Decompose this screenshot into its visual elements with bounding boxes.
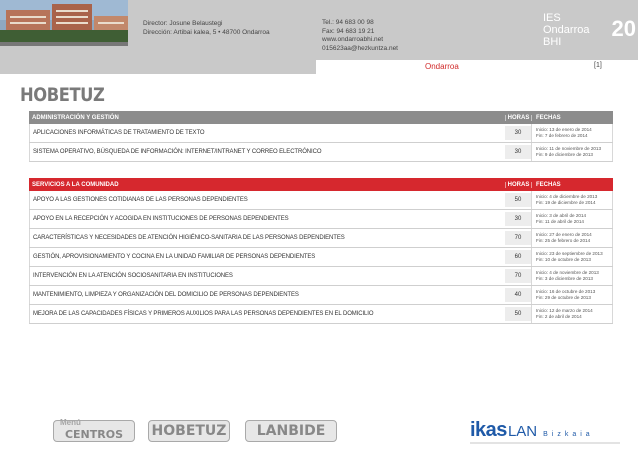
email-link[interactable]: 015623aa@hezkuntza.net	[322, 44, 398, 52]
course-dates	[531, 191, 613, 209]
course-name: APOYO A LAS GESTIONES COTIDIANAS DE LAS PERSONAS DEPENDIENTES	[29, 191, 505, 209]
end-date: Fin: 19 de diciembre de 2014	[536, 200, 596, 205]
course-name: APLICACIONES INFORMÁTICAS DE TRATAMIENTO DE TEXTO	[29, 124, 505, 142]
start-date: Inicio: 3 de abril de 2014	[536, 213, 587, 218]
course-name: MANTENIMIENTO, LIMPIEZA Y ORGANIZACIÓN DEL DOMICILIO DE PERSONAS DEPENDIENTES	[29, 286, 505, 304]
end-date: Fin: 11 de abril de 2014	[536, 219, 584, 224]
course-hours: 30	[505, 145, 531, 159]
page-number: 20	[606, 16, 638, 60]
school-contact-right	[322, 19, 398, 53]
table-row[interactable]	[29, 143, 613, 162]
logo-lan: LAN	[507, 423, 538, 440]
course-dates	[531, 248, 613, 266]
courses-table-servicios	[29, 178, 613, 324]
fax-number: Fax: 94 683 19 21	[322, 27, 375, 35]
start-date: Inicio: 4 de diciembre de 2013	[536, 194, 598, 199]
lanbide-button[interactable]	[245, 420, 337, 442]
end-date: Fin: 29 de octubre de 2013	[536, 295, 591, 300]
course-hours: 70	[505, 269, 531, 283]
courses-table-administracion	[29, 111, 613, 162]
reference-label: [1]	[594, 62, 602, 69]
end-date: Fin: 7 de febrero de 2014	[536, 133, 588, 138]
dates-header: FECHAS	[531, 182, 613, 188]
hobetuz-label: HOBETUZ	[151, 423, 227, 439]
table-row[interactable]	[29, 267, 613, 286]
course-name: MEJORA DE LAS CAPACIDADES FÍSICAS Y PRIMEROS AUXILIOS PARA LAS PERSONAS DEPENDIENTES EN EL DOMICILIO	[29, 305, 505, 323]
course-hours: 60	[505, 250, 531, 264]
course-dates	[531, 143, 613, 161]
end-date: Fin: 9 de diciembre de 2013	[536, 152, 593, 157]
school-name-line1: IES	[543, 12, 561, 24]
course-dates	[531, 124, 613, 142]
menu-label: Menú	[60, 418, 81, 427]
course-dates	[531, 305, 613, 323]
page-title: HOBETUZ	[20, 84, 105, 106]
course-name: GESTIÓN, APROVISIONAMIENTO Y COCINA EN LA UNIDAD FAMILIAR DE PERSONAS DEPENDIENTES	[29, 248, 505, 266]
start-date: Inicio: 16 de octubre de 2013	[536, 289, 596, 294]
logo-ikas: ikas	[470, 419, 507, 441]
table-row[interactable]	[29, 229, 613, 248]
hours-header: HORAS	[505, 182, 531, 188]
footer-nav	[0, 415, 638, 452]
dates-header: FECHAS	[531, 115, 613, 121]
table-row[interactable]	[29, 248, 613, 267]
course-hours: 50	[505, 307, 531, 321]
end-date: Fin: 2 de abril de 2014	[536, 314, 582, 319]
end-date: Fin: 25 de febrero de 2014	[536, 238, 591, 243]
start-date: Inicio: 11 de noviembre de 2013	[536, 146, 602, 151]
start-date: Inicio: 23 de septiembre de 2013	[536, 251, 603, 256]
hobetuz-button[interactable]	[148, 420, 230, 442]
lanbide-label: LANBIDE	[256, 423, 326, 439]
course-hours: 70	[505, 231, 531, 245]
course-dates	[531, 267, 613, 285]
section-title: ADMINISTRACIÓN Y GESTIÓN	[32, 114, 119, 121]
ikaslan-bizkaia-logo[interactable]	[470, 419, 594, 442]
course-name: SISTEMA OPERATIVO, BÚSQUEDA DE INFORMACIÓN: INTERNET/INTRANET Y CORREO ELECTRÓNICO	[29, 143, 505, 161]
website-link[interactable]: www.ondarroabhi.net	[322, 36, 384, 43]
course-hours: 30	[505, 126, 531, 140]
section-title: SERVICIOS A LA COMUNIDAD	[32, 181, 119, 188]
end-date: Fin: 10 de octubre de 2013	[536, 257, 591, 262]
location-strip	[316, 60, 638, 74]
table-header	[29, 178, 613, 191]
phone-number: Tel.: 94 683 00 98	[322, 19, 374, 26]
start-date: Inicio: 13 de enero de 2014	[536, 127, 592, 132]
start-date: Inicio: 27 de enero de 2014	[536, 232, 592, 237]
course-hours: 30	[505, 212, 531, 226]
director-name: Director: Josune Belaustegi	[143, 20, 223, 27]
course-hours: 50	[505, 193, 531, 207]
page-header	[0, 0, 638, 74]
logo-underline	[470, 442, 620, 444]
course-dates	[531, 286, 613, 304]
school-building-photo	[0, 0, 128, 46]
course-dates	[531, 229, 613, 247]
logo-bizkaia: Bizkaia	[543, 431, 594, 438]
course-name: CARACTERÍSTICAS Y NECESIDADES DE ATENCIÓN HIGIÉNICO-SANITARIA DE LAS PERSONAS DEPENDIENTES	[29, 229, 505, 247]
table-row[interactable]	[29, 124, 613, 143]
start-date: Inicio: 12 de marzo de 2014	[536, 308, 593, 313]
hours-header: HORAS	[505, 115, 531, 121]
school-name	[543, 12, 589, 48]
town-label: Ondarroa	[425, 62, 459, 71]
start-date: Inicio: 4 de noviembre de 2013	[536, 270, 599, 275]
school-address: Dirección: Artibai kalea, 5 • 48700 Ondarroa	[143, 29, 270, 36]
course-dates	[531, 210, 613, 228]
table-header	[29, 111, 613, 124]
school-name-line2: Ondarroa	[543, 24, 590, 36]
table-row[interactable]	[29, 191, 613, 210]
centros-label: CENTROS	[64, 427, 124, 441]
table-row[interactable]	[29, 210, 613, 229]
table-row[interactable]	[29, 305, 613, 324]
school-name-line3: BHI	[543, 36, 562, 48]
course-hours: 40	[505, 288, 531, 302]
course-name: INTERVENCIÓN EN LA ATENCIÓN SOCIOSANITARIA EN INSTITUCIONES	[29, 267, 505, 285]
school-contact-left	[143, 19, 270, 37]
table-row[interactable]	[29, 286, 613, 305]
course-name: APOYO EN LA RECEPCIÓN Y ACOGIDA EN INSTITUCIONES DE PERSONAS DEPENDIENTES	[29, 210, 505, 228]
end-date: Fin: 3 de diciembre de 2013	[536, 276, 593, 281]
